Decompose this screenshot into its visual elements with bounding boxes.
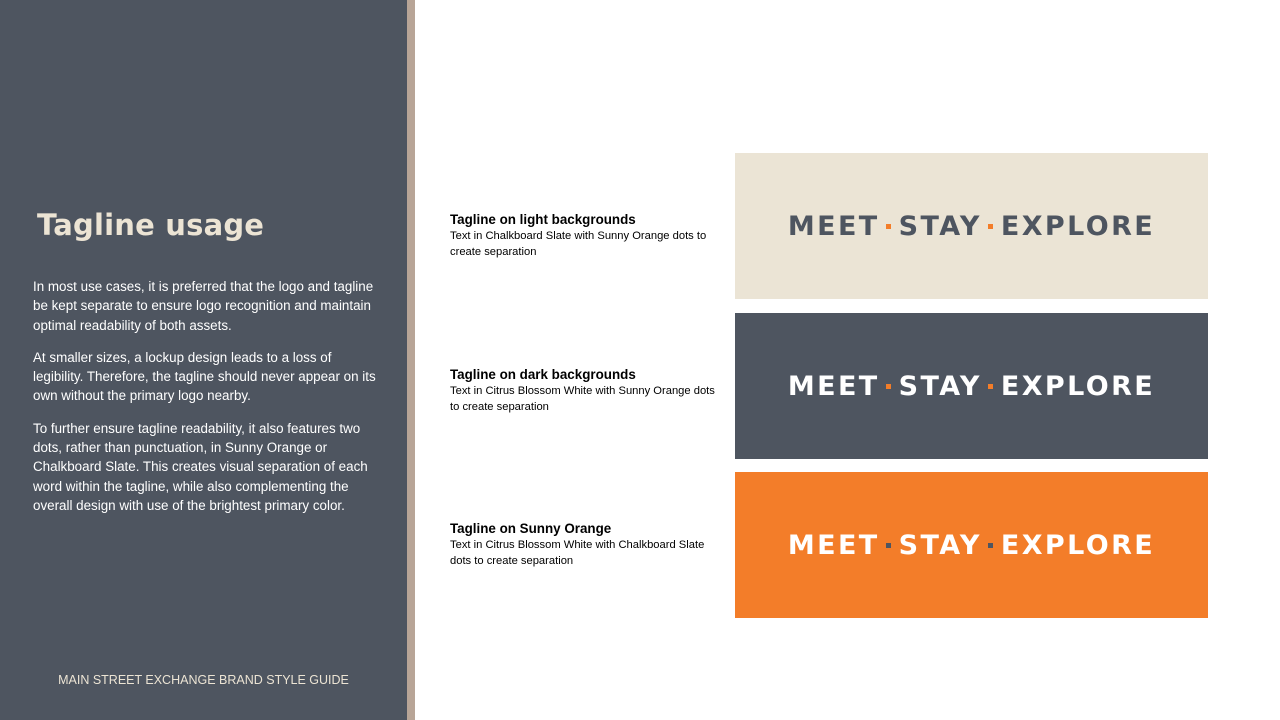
separator-dot [988,543,993,548]
usage-description: Text in Citrus Blossom White with Chalkboard Slate dots to create separation [450,539,705,567]
body-copy [33,277,383,528]
tagline-word: MEET [787,370,880,402]
tagline-lockup [788,211,1155,242]
tagline-lockup [788,530,1155,561]
usage-title: Tagline on Sunny Orange [450,521,612,536]
footer-text: MAIN STREET EXCHANGE BRAND STYLE GUIDE [58,673,349,687]
separator-dot [886,384,891,389]
usage-description: Text in Citrus Blossom White with Sunny Orange dots to create separation [450,385,715,413]
separator-dot [988,384,993,389]
usage-dark-label [450,366,725,415]
body-paragraph: To further ensure tagline readability, it also features two dots, rather than punctuation, in Sunny Orange or Chalkboard Slate. This creates visual separation of each word within the tagline, while also complementing the overall design with use of the brightest primary color. [33,420,368,513]
usage-title: Tagline on dark backgrounds [450,367,636,382]
tagline-swatch-dark [735,313,1208,459]
tagline-swatch-orange [735,472,1208,618]
tagline-word: EXPLORE [1000,370,1156,402]
tagline-word: EXPLORE [1000,529,1156,561]
usage-orange-label [450,520,725,569]
tagline-lockup [788,371,1155,402]
tagline-word: STAY [898,529,982,561]
separator-dot [886,224,891,229]
usage-title: Tagline on light backgrounds [450,212,636,227]
tagline-word: STAY [898,370,982,402]
tagline-word: MEET [787,529,880,561]
accent-stripe [407,0,415,720]
sidebar-panel [0,0,407,720]
usage-light-label [450,211,725,260]
usage-description: Text in Chalkboard Slate with Sunny Orange dots to create separation [450,230,707,258]
body-paragraph: At smaller sizes, a lockup design leads to a loss of legibility. Therefore, the tagline should never appear on its own without the primary logo nearby. [33,349,376,404]
tagline-swatch-light [735,153,1208,299]
tagline-word: STAY [898,210,982,242]
separator-dot [886,543,891,548]
separator-dot [988,224,993,229]
page-title: Tagline usage [37,208,265,242]
tagline-word: MEET [787,210,880,242]
tagline-word: EXPLORE [1000,210,1156,242]
body-paragraph: In most use cases, it is preferred that the logo and tagline be kept separate to ensure logo recognition and maintain optimal readability of both assets. [33,279,374,333]
